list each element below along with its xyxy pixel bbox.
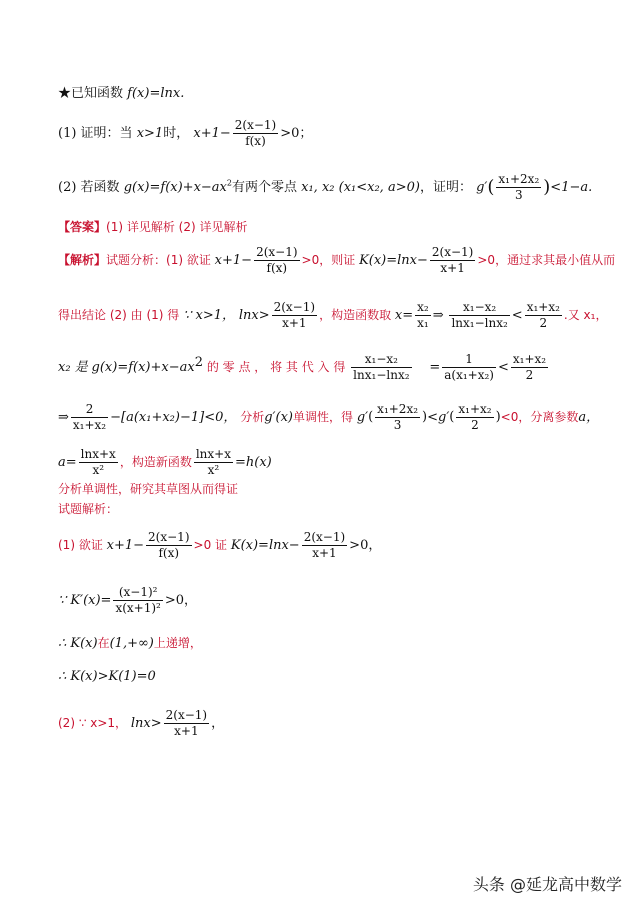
fraction: $\frac{1}{\text{a(x₁+x₂)}}$ (444, 352, 494, 382)
solution-line-2: ∵ K′(x)= $\frac{\text{(x−1)²}}{\text{x(x+1)²}}$ >0， (58, 585, 198, 615)
fraction: $\frac{2(x-1)}{f(x)}$ (148, 530, 190, 560)
problem-part-2: (2) 若函数 $g(x)=f(x)+x-ax^2$有两个零点 x₁, x₂ (x₁<x₂, a>0)，证明： g′( $\frac{\text{x₁+2x₂}}{3}$ )<1−a. (58, 172, 593, 202)
fraction: $\frac{\text{x₁+x₂}}{2}$ (458, 402, 492, 432)
fraction: $\frac{\text{x₁−x₂}}{\text{lnx₁−lnx₂}}$ (353, 352, 410, 382)
analysis-line-4: ⇒ $\frac{2}{\text{x₁+x₂}}$ −[a(x₁+x₂)−1]<0， 分析g′(x)单调性，得 g′( $\frac{\text{x₁+2x₂}}{3}$ )<g′( $\frac{\text{x₁+x₂}}{2}$ )<0，分离参数a， (58, 402, 600, 432)
fraction: $\frac{2(x-1)}{x+1}$ (165, 708, 208, 738)
solution-line-4: ∴ K(x)>K(1)=0 (58, 669, 156, 684)
analysis-line-6: 分析单调性，研究其草图从而得证 (58, 482, 239, 496)
fraction: $\frac{\text{x₁−x₂}}{\text{lnx₁−lnx₂}}$ (451, 300, 508, 330)
analysis-line-3: x₂ 是 $g(x)=f(x)+x-ax^2$ 的 零 点 ， 将 其 代 入 得 $\frac{\text{x₁−x₂}}{\text{lnx₁−lnx₂}}$ = $\frac{1}{\text{a(x₁+x₂)}}$ < $\frac{\text{x₁+x₂}}{2}$ (58, 352, 547, 382)
problem-statement: ★已知函数 f(x)=lnx. (58, 86, 185, 101)
fraction: $\frac{\text{x₁+2x₂}}{3}$ (498, 172, 540, 202)
fraction: $\frac{2(x-1)}{x+1}$ (303, 530, 346, 560)
fraction: $\frac{2(x-1)}{x+1}$ (431, 245, 474, 275)
fraction: $\frac{2(x-1)}{f(x)}$ (256, 245, 298, 275)
problem-part-1: (1) 证明：当 x>1时， x+1− $\frac{2(x-1)}{f(x)}$ >0； (58, 118, 313, 148)
fraction: $\frac{\text{x₁+2x₂}}{3}$ (377, 402, 419, 432)
answer-line: 【答案】(1) 详见解析 (2) 详见解析 (58, 220, 248, 234)
fraction: $\frac{\text{x₁+x₂}}{2}$ (512, 352, 547, 382)
fraction: $\frac{\ln x+x}{\text{x²}}$ (195, 447, 231, 477)
fraction: $\frac{2(x-1)}{x+1}$ (273, 300, 316, 330)
analysis-line-2: 得出结论 (2) 由 (1) 得 ∵ x>1， lnx> $\frac{2(x-1)}{x+1}$ ，构造函数取 x= $\frac{\text{x₂}}{\text{x₁}}$ ⇒ $\frac{\text{x₁−x₂}}{\text{lnx₁−lnx₂}}$ < $\frac{\text{x₁+x₂}}{2}$ .又 x₁， (58, 300, 608, 330)
analysis-line-7: 试题解析： (58, 502, 119, 516)
analysis-line-5: a= $\frac{\ln x+x}{\text{x²}}$ ，构造新函数 $\frac{\ln x+x}{\text{x²}}$ =h(x) (58, 447, 272, 477)
fraction: $\frac{\ln x+x}{\text{x²}}$ (80, 447, 116, 477)
analysis-line-1: 【解析】试题分析：(1) 欲证 x+1− $\frac{2(x-1)}{f(x)}$ >0，则证 K(x)=lnx− $\frac{2(x-1)}{x+1}$ >0，通过求其最小值从而 (58, 245, 616, 275)
fraction: $\frac{\text{x₂}}{\text{x₁}}$ (417, 300, 429, 330)
fraction: $\frac{2}{\text{x₁+x₂}}$ (72, 402, 107, 432)
solution-line-5: (2) ∵ x>1， lnx> $\frac{2(x-1)}{x+1}$ ， (58, 708, 225, 738)
fraction: $\frac{\text{x₁+x₂}}{2}$ (526, 300, 560, 330)
star-icon: ★ (58, 86, 72, 101)
solution-line-1: (1) 欲证 x+1− $\frac{2(x-1)}{f(x)}$ >0 证 K(x)=lnx− $\frac{2(x-1)}{x+1}$ >0， (58, 530, 382, 560)
solution-line-3: ∴ K(x)在(1,+∞)上递增， (58, 636, 202, 651)
fraction: $\frac{\text{(x−1)²}}{\text{x(x+1)²}}$ (115, 585, 161, 615)
source-watermark: 头条 @延龙高中数学 (472, 875, 622, 894)
fraction: $\frac{2(x-1)}{f(x)}$ (234, 118, 277, 148)
